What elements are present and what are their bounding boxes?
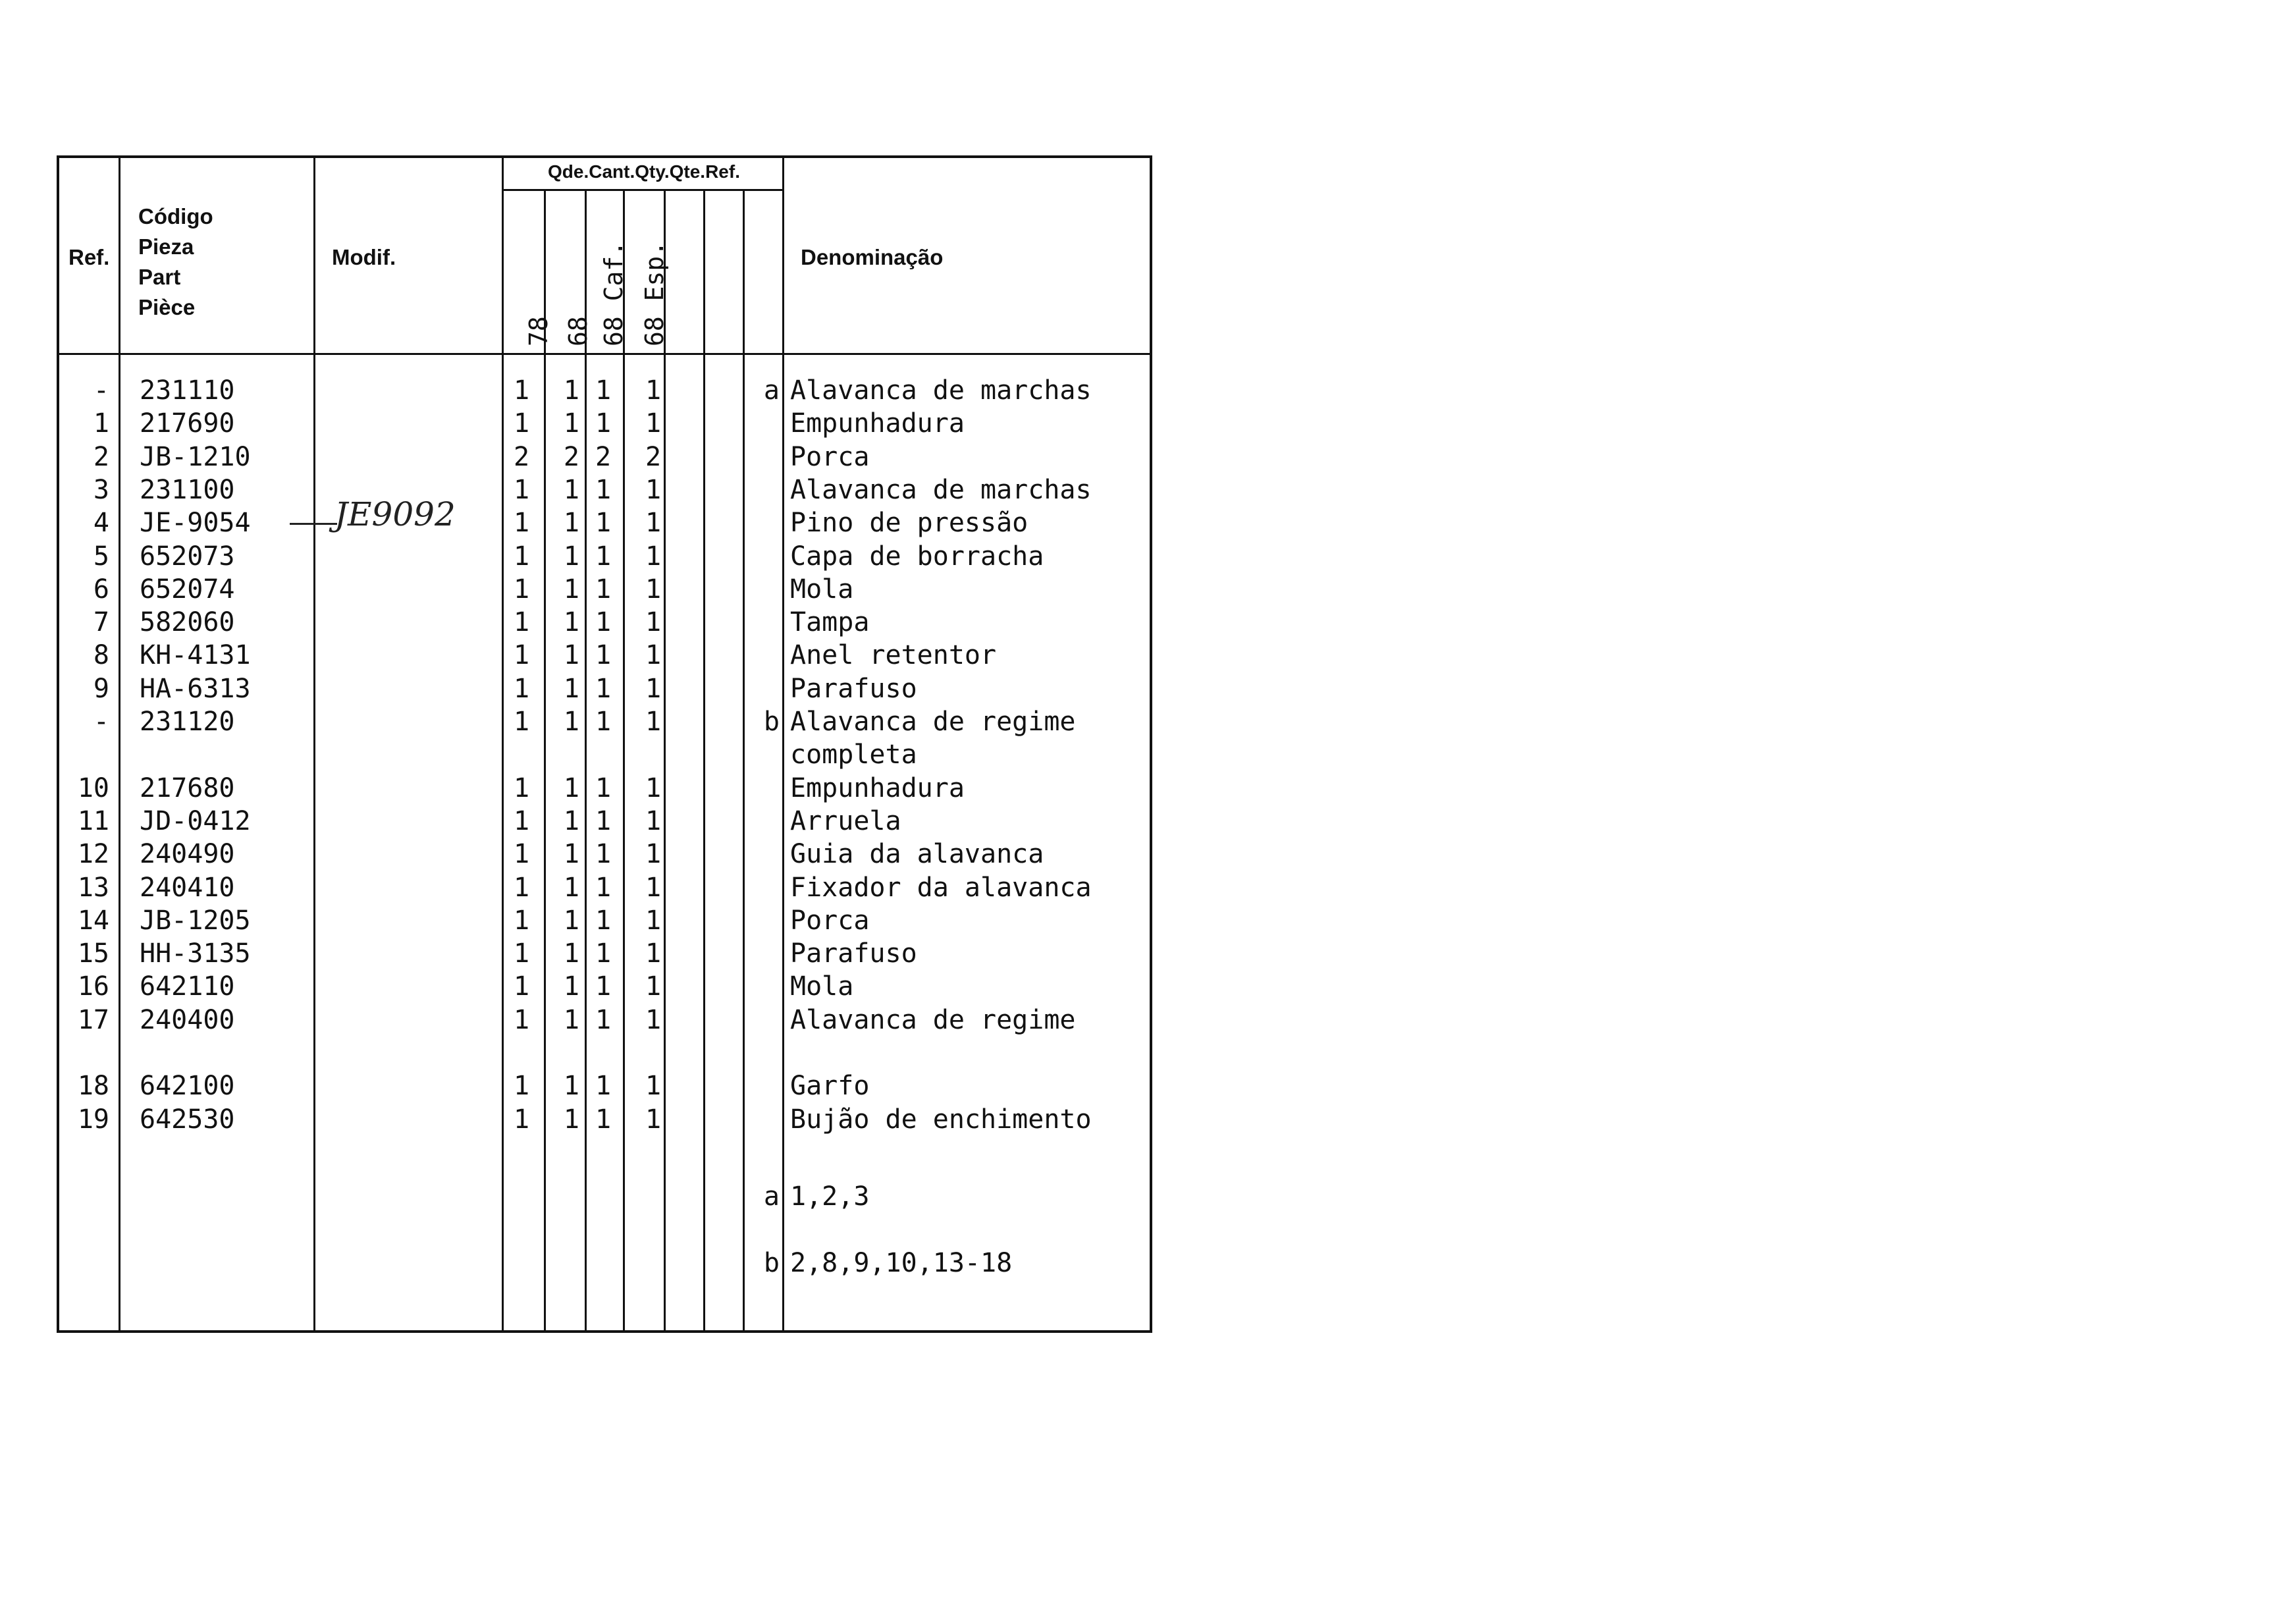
- row-code: JD-0412: [140, 805, 251, 836]
- row-qty-68: 1: [563, 971, 579, 1002]
- row-qty-68-caf: 1: [595, 541, 612, 572]
- row-ref: 11: [77, 805, 109, 836]
- row-qty-68-caf: 1: [595, 905, 612, 936]
- row-ref: 4: [93, 508, 109, 539]
- row-desc: Garfo: [790, 1071, 870, 1102]
- row-ref: 17: [77, 1004, 109, 1035]
- header-qty-78: 78: [524, 316, 553, 346]
- row-qty-68: 2: [563, 441, 579, 472]
- row-code: 642530: [140, 1104, 235, 1135]
- row-qty-68: 1: [563, 1071, 579, 1102]
- row-qty-68-caf: 1: [595, 772, 612, 803]
- row-desc: Alavanca de regime: [790, 1004, 1076, 1035]
- row-qty-78: 1: [513, 408, 530, 439]
- row-desc: Tampa: [790, 607, 870, 638]
- row-qty-68-esp: 1: [645, 408, 662, 439]
- row-desc: Empunhadura: [790, 772, 965, 803]
- row-desc: Capa de borracha: [790, 541, 1044, 572]
- col-divider-group: [782, 155, 784, 1333]
- row-qty-68-caf: 1: [595, 375, 612, 406]
- row-qty-68-esp: 1: [645, 375, 662, 406]
- row-qty-68-caf: 1: [595, 707, 612, 737]
- row-qty-68: 1: [563, 839, 579, 870]
- row-ref: 15: [77, 938, 109, 969]
- header-code-line: Part: [138, 265, 181, 289]
- row-qty-68-esp: 1: [645, 640, 662, 671]
- row-qty-68: 1: [563, 1104, 579, 1135]
- row-code: 217690: [140, 408, 235, 439]
- header-qty-68-caf: 68 Caf.: [599, 240, 628, 346]
- row-desc: Arruela: [790, 805, 901, 836]
- col-divider-q2: [585, 189, 587, 1333]
- row-desc: Parafuso: [790, 673, 917, 704]
- row-desc: Fixador da alavanca: [790, 872, 1092, 903]
- row-qty-68: 1: [563, 508, 579, 539]
- row-qty-68-caf: 1: [595, 673, 612, 704]
- row-qty-78: 1: [513, 375, 530, 406]
- row-qty-78: 1: [513, 508, 530, 539]
- row-ref: 6: [93, 574, 109, 605]
- row-code: 231120: [140, 707, 235, 737]
- row-ref: 2: [93, 441, 109, 472]
- header-code-line: Pieza: [138, 234, 194, 259]
- row-ref: 19: [77, 1104, 109, 1135]
- header-code: [138, 202, 213, 323]
- row-qty-68-esp: 1: [645, 1071, 662, 1102]
- row-desc: Mola: [790, 971, 854, 1002]
- row-code: 642110: [140, 971, 235, 1002]
- row-qty-68-esp: 1: [645, 707, 662, 737]
- row-group: b: [763, 707, 780, 737]
- row-qty-68-caf: 1: [595, 1104, 612, 1135]
- row-qty-78: 1: [513, 772, 530, 803]
- row-ref: 3: [93, 474, 109, 505]
- row-qty-68-esp: 1: [645, 839, 662, 870]
- row-ref: 8: [93, 640, 109, 671]
- row-qty-68: 1: [563, 772, 579, 803]
- row-desc: Guia da alavanca: [790, 839, 1044, 870]
- row-code: 231110: [140, 375, 235, 406]
- row-qty-68-caf: 1: [595, 971, 612, 1002]
- row-desc: Anel retentor: [790, 640, 997, 671]
- row-qty-68: 1: [563, 541, 579, 572]
- row-qty-78: 1: [513, 640, 530, 671]
- row-qty-68-esp: 1: [645, 1104, 662, 1135]
- row-qty-68-caf: 1: [595, 1071, 612, 1102]
- header-qty-68: 68: [564, 316, 593, 346]
- row-qty-78: 1: [513, 1071, 530, 1102]
- row-ref: 9: [93, 673, 109, 704]
- row-qty-78: 1: [513, 673, 530, 704]
- row-code: 642100: [140, 1071, 235, 1102]
- row-qty-68-esp: 1: [645, 541, 662, 572]
- row-ref: 13: [77, 872, 109, 903]
- row-qty-68-caf: 1: [595, 574, 612, 605]
- col-divider-q4: [664, 189, 666, 1333]
- row-ref: -: [93, 707, 109, 737]
- row-qty-78: 1: [513, 1104, 530, 1135]
- col-divider-modif: [502, 155, 504, 1333]
- header-qty-68-esp: 68 Esp.: [640, 240, 669, 346]
- row-desc: Parafuso: [790, 938, 917, 969]
- row-qty-68: 1: [563, 574, 579, 605]
- row-qty-68: 1: [563, 408, 579, 439]
- annotation-text: JE9092: [334, 495, 456, 533]
- row-code: 582060: [140, 607, 235, 638]
- row-desc: Alavanca de marchas: [790, 375, 1092, 406]
- row-qty-68: 1: [563, 607, 579, 638]
- row-qty-68-caf: 1: [595, 938, 612, 969]
- row-qty-78: 1: [513, 839, 530, 870]
- header-denominacao: Denominação: [801, 245, 944, 269]
- row-qty-68-esp: 2: [645, 441, 662, 472]
- row-code: 240410: [140, 872, 235, 903]
- header-qty-group: Qde.Cant.Qty.Qte.Ref.: [548, 161, 740, 182]
- row-qty-78: 1: [513, 872, 530, 903]
- row-ref: 18: [77, 1071, 109, 1102]
- row-qty-68-esp: 1: [645, 805, 662, 836]
- row-qty-78: 1: [513, 474, 530, 505]
- row-ref: 1: [93, 408, 109, 439]
- row-desc: completa: [790, 740, 917, 770]
- row-ref: 7: [93, 607, 109, 638]
- col-divider-q5: [703, 189, 705, 1333]
- col-divider-ref: [119, 155, 120, 1333]
- row-desc: Empunhadura: [790, 408, 965, 439]
- row-qty-68-esp: 1: [645, 474, 662, 505]
- row-desc: Bujão de enchimento: [790, 1104, 1092, 1135]
- header-code-line: Código: [138, 204, 213, 229]
- row-code: 652074: [140, 574, 235, 605]
- row-qty-68: 1: [563, 938, 579, 969]
- row-qty-68-caf: 1: [595, 408, 612, 439]
- row-code: 231100: [140, 474, 235, 505]
- header-modif: Modif.: [332, 245, 396, 269]
- row-qty-68-caf: 1: [595, 1004, 612, 1035]
- row-ref: -: [93, 375, 109, 406]
- row-qty-78: 1: [513, 607, 530, 638]
- row-ref: 14: [77, 905, 109, 936]
- row-code: 240400: [140, 1004, 235, 1035]
- row-qty-68: 1: [563, 673, 579, 704]
- header-ref: Ref.: [68, 245, 110, 269]
- row-ref: 5: [93, 541, 109, 572]
- row-ref: 12: [77, 839, 109, 870]
- row-qty-68-caf: 1: [595, 474, 612, 505]
- row-qty-68-caf: 2: [595, 441, 612, 472]
- row-qty-68-esp: 1: [645, 574, 662, 605]
- row-ref: 10: [77, 772, 109, 803]
- row-qty-78: 1: [513, 805, 530, 836]
- row-desc: Porca: [790, 905, 870, 936]
- row-qty-78: 1: [513, 541, 530, 572]
- row-qty-78: 1: [513, 707, 530, 737]
- row-qty-68-esp: 1: [645, 872, 662, 903]
- row-qty-68-esp: 1: [645, 673, 662, 704]
- note-group: b: [763, 1248, 780, 1278]
- row-code: 652073: [140, 541, 235, 572]
- row-qty-68: 1: [563, 640, 579, 671]
- row-code: JE-9054: [140, 508, 251, 539]
- row-code: KH-4131: [140, 640, 251, 671]
- note-group: a: [763, 1181, 780, 1212]
- row-qty-68: 1: [563, 474, 579, 505]
- row-qty-78: 1: [513, 971, 530, 1002]
- row-desc: Mola: [790, 574, 854, 605]
- row-qty-68-esp: 1: [645, 607, 662, 638]
- row-qty-68-caf: 1: [595, 508, 612, 539]
- row-qty-68-caf: 1: [595, 839, 612, 870]
- row-code: 240490: [140, 839, 235, 870]
- row-qty-78: 1: [513, 1004, 530, 1035]
- row-qty-68-caf: 1: [595, 872, 612, 903]
- row-ref: 16: [77, 971, 109, 1002]
- note-desc: 2,8,9,10,13-18: [790, 1248, 1013, 1278]
- row-qty-78: 1: [513, 574, 530, 605]
- row-qty-78: 1: [513, 938, 530, 969]
- row-qty-68-caf: 1: [595, 607, 612, 638]
- row-qty-68: 1: [563, 805, 579, 836]
- row-qty-68-esp: 1: [645, 938, 662, 969]
- header-divider: [57, 353, 1152, 355]
- row-code: HH-3135: [140, 938, 251, 969]
- header-code-line: Pièce: [138, 295, 196, 319]
- row-code: JB-1205: [140, 905, 251, 936]
- row-qty-78: 2: [513, 441, 530, 472]
- row-qty-68-esp: 1: [645, 508, 662, 539]
- row-qty-68: 1: [563, 872, 579, 903]
- row-desc: Pino de pressão: [790, 508, 1028, 539]
- row-qty-68-caf: 1: [595, 640, 612, 671]
- row-qty-68: 1: [563, 905, 579, 936]
- col-divider-code: [313, 155, 315, 1333]
- row-code: JB-1210: [140, 441, 251, 472]
- row-qty-68: 1: [563, 707, 579, 737]
- row-desc: Alavanca de regime: [790, 707, 1076, 737]
- row-qty-68-esp: 1: [645, 905, 662, 936]
- col-divider-q1: [544, 189, 546, 1333]
- row-qty-78: 1: [513, 905, 530, 936]
- note-desc: 1,2,3: [790, 1181, 870, 1212]
- row-desc: Alavanca de marchas: [790, 474, 1092, 505]
- row-qty-68-caf: 1: [595, 805, 612, 836]
- row-qty-68: 1: [563, 375, 579, 406]
- row-desc: Porca: [790, 441, 870, 472]
- row-qty-68: 1: [563, 1004, 579, 1035]
- col-divider-q3: [623, 189, 625, 1333]
- row-qty-68-esp: 1: [645, 1004, 662, 1035]
- col-divider-q6: [743, 189, 745, 1333]
- row-qty-68-esp: 1: [645, 971, 662, 1002]
- row-code: 217680: [140, 772, 235, 803]
- row-code: HA-6313: [140, 673, 251, 704]
- row-group: a: [763, 375, 780, 406]
- row-qty-68-esp: 1: [645, 772, 662, 803]
